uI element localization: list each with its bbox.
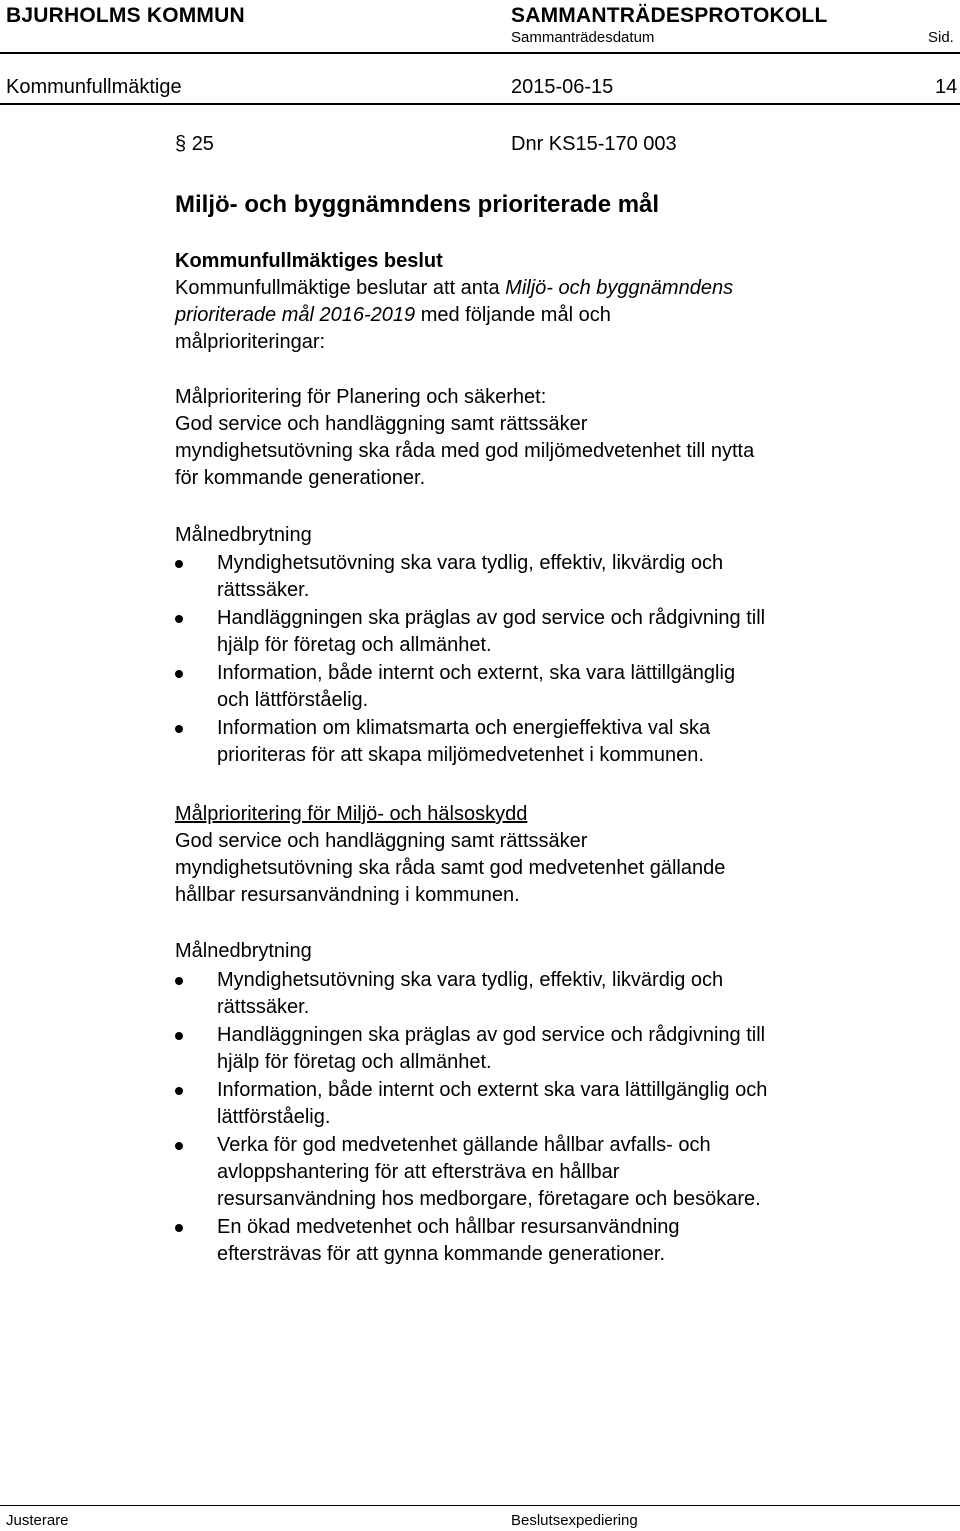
list-item bbox=[175, 1022, 895, 1076]
list-item-text: Information om klimatsmarta och energieffektiva val ska bbox=[217, 717, 711, 739]
list-item-text: Handläggningen ska präglas av god service och rådgivning till bbox=[217, 1024, 766, 1046]
bullet-icon bbox=[175, 1032, 183, 1040]
list-item bbox=[175, 715, 895, 769]
decision-line-1 bbox=[175, 275, 895, 302]
list-item-text: prioriteras för att skapa miljömedvetenhet i kommunen. bbox=[217, 744, 704, 766]
list-item bbox=[175, 967, 895, 1021]
bullet-icon bbox=[175, 1224, 183, 1232]
miljo-line-3: hållbar resursanvändning i kommunen. bbox=[175, 884, 520, 906]
footer-rule bbox=[0, 1505, 960, 1506]
miljo-section bbox=[175, 801, 895, 909]
list-item-text: Handläggningen ska präglas av god service och rådgivning till bbox=[217, 607, 766, 629]
org-name: BJURHOLMS KOMMUN bbox=[6, 4, 245, 27]
document-type: SAMMANTRÄDESPROTOKOLL bbox=[511, 4, 828, 27]
bullet-icon bbox=[175, 670, 183, 678]
bullet-icon bbox=[175, 1087, 183, 1095]
paragraph-number bbox=[175, 133, 214, 156]
planering-line-1: God service och handläggning samt rättssäker bbox=[175, 413, 588, 435]
list-item bbox=[175, 605, 895, 659]
planering-breakdown-heading: Målnedbrytning bbox=[175, 524, 312, 546]
list-item-text: rättssäker. bbox=[217, 579, 310, 601]
planering-section bbox=[175, 384, 895, 492]
list-item-text: hjälp för företag och allmänhet. bbox=[217, 634, 492, 656]
page-title: Miljö- och byggnämndens prioriterade mål bbox=[175, 191, 660, 218]
list-item-text: lättförståelig. bbox=[217, 1106, 331, 1128]
page-label: Sid. bbox=[928, 29, 954, 46]
list-item-text: Myndighetsutövning ska vara tydlig, effektiv, likvärdig och bbox=[217, 969, 724, 991]
list-item bbox=[175, 1214, 895, 1268]
meeting-body: Kommunfullmäktige bbox=[6, 76, 182, 98]
list-item-text: avloppshantering för att eftersträva en hållbar bbox=[217, 1161, 620, 1183]
page-number: 14 bbox=[935, 76, 958, 98]
bullet-icon bbox=[175, 615, 183, 623]
planering-bullet-list bbox=[175, 550, 895, 770]
decision-line-3: målprioriteringar: bbox=[175, 331, 326, 353]
date-label: Sammanträdesdatum bbox=[511, 29, 655, 46]
miljo-line-2: myndighetsutövning ska råda samt god medvetenhet gällande bbox=[175, 857, 726, 879]
bullet-icon bbox=[175, 977, 183, 985]
list-item-text: Information, både internt och externt, ska vara lättillgänglig bbox=[217, 662, 736, 684]
bullet-icon bbox=[175, 560, 183, 568]
planering-line-3: för kommande generationer. bbox=[175, 467, 426, 489]
list-item bbox=[175, 1077, 895, 1131]
list-item-text: och lättförståelig. bbox=[217, 689, 369, 711]
miljo-bullet-list bbox=[175, 967, 895, 1269]
decision-line-2 bbox=[175, 302, 895, 329]
decision-italic-title: Miljö- och byggnämndens bbox=[505, 277, 734, 299]
section-symbol: § bbox=[175, 133, 187, 155]
footer-beslutsexpediering: Beslutsexpediering bbox=[511, 1512, 638, 1529]
meeting-date: 2015-06-15 bbox=[511, 76, 614, 98]
planering-heading: Målprioritering för Planering och säkerhet: bbox=[175, 386, 547, 408]
miljo-breakdown-heading: Målnedbrytning bbox=[175, 940, 312, 962]
decision-italic-title-cont: prioriterade mål 2016-2019 bbox=[175, 304, 416, 326]
meta-rule bbox=[0, 103, 960, 105]
list-item-text: rättssäker. bbox=[217, 996, 310, 1018]
section-number: 25 bbox=[191, 133, 214, 155]
bullet-icon bbox=[175, 1142, 183, 1150]
list-item-text: resursanvändning hos medborgare, företagare och besökare. bbox=[217, 1188, 761, 1210]
decision-section bbox=[175, 248, 895, 356]
footer-justerare: Justerare bbox=[6, 1512, 69, 1529]
miljo-line-1: God service och handläggning samt rättssäker bbox=[175, 830, 588, 852]
list-item-text: eftersträvas för att gynna kommande generationer. bbox=[217, 1243, 666, 1265]
diary-number: Dnr KS15-170 003 bbox=[511, 133, 677, 155]
decision-text: Kommunfullmäktige beslutar att anta bbox=[175, 277, 506, 299]
list-item bbox=[175, 660, 895, 714]
list-item bbox=[175, 1132, 895, 1213]
decision-heading: Kommunfullmäktiges beslut bbox=[175, 250, 443, 272]
list-item bbox=[175, 550, 895, 604]
list-item-text: En ökad medvetenhet och hållbar resursanvändning bbox=[217, 1216, 680, 1238]
decision-text-cont: med följande mål och bbox=[415, 304, 611, 326]
planering-line-2: myndighetsutövning ska råda med god miljömedvetenhet till nytta bbox=[175, 440, 755, 462]
list-item-text: Information, både internt och externt ska vara lättillgänglig och bbox=[217, 1079, 768, 1101]
list-item-text: Verka för god medvetenhet gällande hållbar avfalls- och bbox=[217, 1134, 711, 1156]
list-item-text: hjälp för företag och allmänhet. bbox=[217, 1051, 492, 1073]
bullet-icon bbox=[175, 725, 183, 733]
header-rule bbox=[0, 52, 960, 54]
list-item-text: Myndighetsutövning ska vara tydlig, effektiv, likvärdig och bbox=[217, 552, 724, 574]
miljo-heading: Målprioritering för Miljö- och hälsoskydd bbox=[175, 803, 528, 825]
